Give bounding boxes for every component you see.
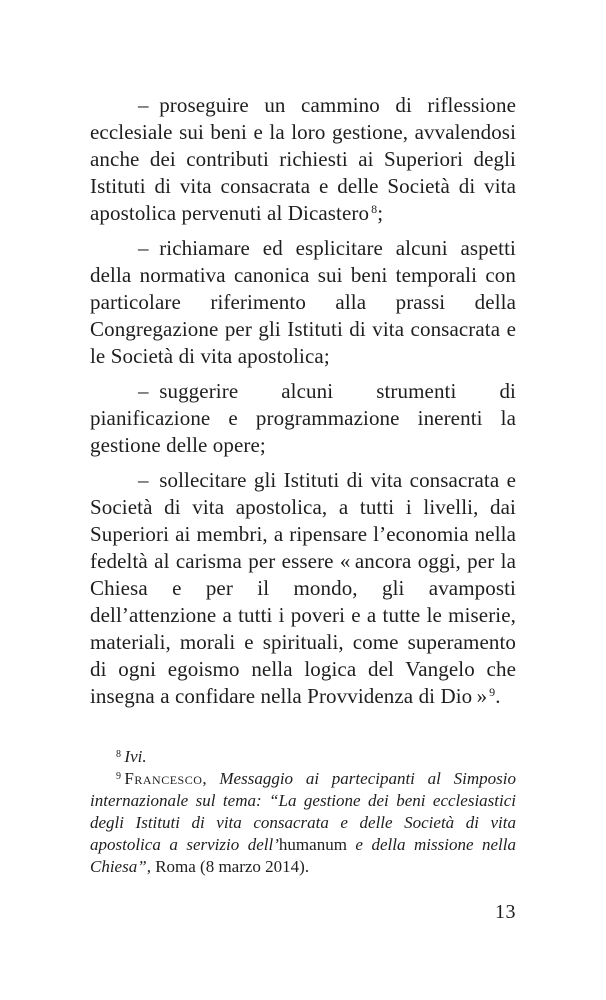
page-number: 13 [495, 901, 516, 923]
text-segment: . [495, 684, 501, 708]
footnote [90, 768, 516, 878]
footnote-reference: 9 [489, 685, 496, 699]
text-segment: humanum [278, 835, 347, 854]
text-segment: ; [377, 201, 384, 225]
text-segment: – proseguire un cammino di riflessione ecclesiale sui beni e la loro gestione, avvalendosi anche dei contributi richiesti ai Superiori degli Istituti di vita consacrata e delle Società di vita apostolica pervenuti al Dicastero [90, 93, 516, 225]
text-segment: – sollecitare gli Istituti di vita consacrata e Società di vita apostolica, a tutti i livelli, dai Superiori ai membri, a ripensare l’economia nella fedeltà al carisma per essere « ancora oggi, per la Chiesa e per il mondo, gli avamposti dell’attenzione a tutti i poveri e a tutte le miserie, materiali, morali e spirituali, come superamento di ogni egoismo nella logica del Vangelo che insegna a confidare nella Provvidenza di Dio » [90, 468, 516, 708]
body-paragraph [90, 467, 516, 710]
text-segment: – richiamare ed esplicitare alcuni aspetti della normativa canonica sui beni temporali con particolare riferimento alla prassi della Congregazione per gli Istituti di vita consacrata e le Società di vita apostolica; [90, 236, 516, 368]
text-segment: Ivi. [124, 747, 147, 766]
body-paragraph [90, 235, 516, 370]
text-segment: , [202, 769, 220, 788]
body-paragraph [90, 92, 516, 227]
footnote-marker: 9 [116, 771, 121, 782]
text-segment: – suggerire alcuni strumenti di pianificazione e programmazione inerenti la gestione delle opere; [90, 379, 516, 457]
text-segment: Francesco [124, 769, 203, 788]
text-segment: , Roma (8 marzo 2014). [146, 857, 310, 876]
footnote-reference: 8 [371, 202, 378, 216]
body-paragraph [90, 378, 516, 459]
footnote [90, 746, 516, 768]
text-segment: e della missione nella Chiesa” [90, 835, 517, 876]
footnote-marker: 8 [116, 749, 121, 760]
body-text [90, 92, 516, 718]
footnotes [90, 746, 516, 878]
text-segment: Messaggio ai partecipanti al Simposio internazionale sul tema: “La gestione dei beni ecclesiastici degli Istituti di vita consacrata e delle Società di vita apostolica a servizio dell’ [90, 769, 516, 854]
